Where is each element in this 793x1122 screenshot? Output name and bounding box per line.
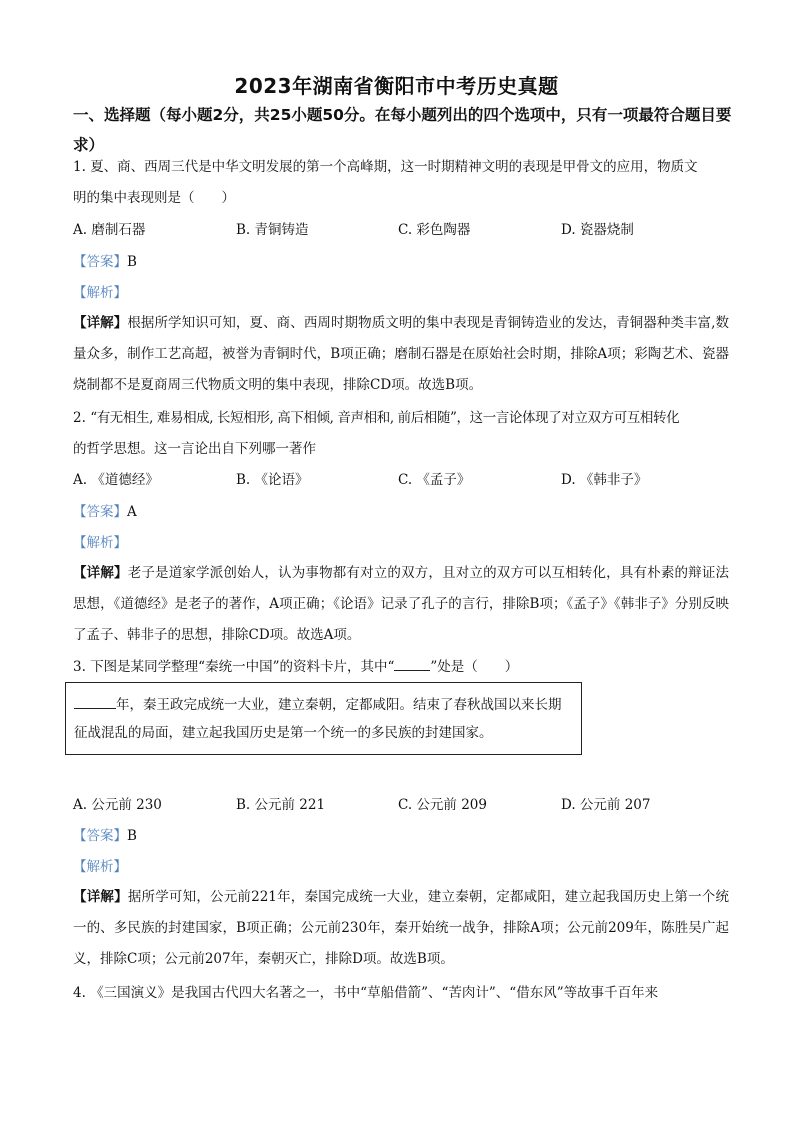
option-d: D. 公元前 207 — [561, 797, 651, 813]
section-heading: 一、选择题（每小题2分，共25小题50分。在每小题列出的四个选项中，只有一项最符合题目要求） — [73, 106, 732, 154]
document-title: 2023年湖南省衡阳市中考历史真题 — [234, 74, 559, 98]
question-1-answer — [73, 252, 733, 272]
option-b: B. 《论语》 — [236, 472, 309, 488]
option-c: C. 《孟子》 — [398, 472, 471, 488]
question-number: 1. — [73, 159, 86, 175]
question-4-stem-line1 — [73, 983, 733, 1003]
answer-label: 【答案】 — [73, 504, 127, 520]
analysis-label: 【解析】 — [73, 285, 127, 301]
option-a: A. 《道德经》 — [73, 472, 159, 488]
answer-value: B — [127, 828, 137, 844]
answer-value: A — [127, 504, 137, 520]
info-card — [65, 682, 582, 755]
card-text: 年，秦王政完成统一大业，建立秦朝，定都咸阳。结束了春秋战国以来长期 — [116, 697, 562, 713]
question-1-analysis — [73, 283, 733, 303]
option-b: B. 公元前 221 — [236, 797, 326, 813]
option-b: B. 青铜铸造 — [236, 222, 309, 238]
question-number: 3. — [73, 659, 86, 675]
detail-text: 老子是道家学派创始人，认为事物都有对立的双方，且对立的双方可以互相转化，具有朴素的辩证法思想，《道德经》是老子的著作，A项正确；《论语》记录了孔子的言行，排除B项；《孟子》《韩非子》分别反映了孟子、韩非子的思想，排除CD项。故选A项。 — [73, 565, 730, 643]
detail-text: 根据所学知识可知，夏、商、西周时期物质文明的集中表现是青铜铸造业的发达，青铜器种类丰富,数量众多，制作工艺高超，被誉为青铜时代，B项正确；磨制石器是在原始社会时期，排除A项；彩陶艺术、瓷器烧制都不是夏商周三代物质文明的集中表现，排除CD项。故选B项。 — [73, 315, 729, 393]
question-1-stem-line2: 明的集中表现则是（ ） — [73, 190, 235, 206]
question-text: “有无相生, 难易相成, 长短相形, 高下相倾, 音声相和, 前后相随”，这一言论体现了对立双方可互相转化 — [90, 410, 680, 426]
question-2-analysis — [73, 533, 733, 553]
card-blank — [74, 694, 116, 709]
question-text: 夏、商、西周三代是中华文明发展的第一个高峰期，这一时期精神文明的表现是甲骨文的应用，物质文 — [90, 159, 698, 175]
card-line-1 — [74, 691, 573, 719]
question-3-stem — [73, 657, 733, 677]
question-text-after-blank: ”处是（ ） — [430, 659, 519, 675]
detail-label: 【详解】 — [73, 315, 128, 331]
detail-text: 据所学可知，公元前221年，秦国完成统一大业，建立秦朝，定都咸阳，建立起我国历史上第一个统一的、多民族的封建国家，B项正确；公元前230年，秦开始统一战争，排除A项；公元前209年，陈胜吴广起义，排除C项；公元前207年，秦朝灭亡，排除D项。故选B项。 — [73, 889, 729, 967]
question-2-stem-line2: 的哲学思想。这一言论出自下列哪一著作 — [73, 441, 316, 457]
analysis-label: 【解析】 — [73, 859, 127, 875]
answer-blank — [394, 658, 430, 671]
card-line-2: 征战混乱的局面，建立起我国历史是第一个统一的多民族的封建国家。 — [74, 725, 493, 741]
analysis-label: 【解析】 — [73, 535, 127, 551]
question-3-detail — [73, 882, 729, 975]
question-number: 4. — [73, 985, 86, 1001]
option-a: A. 公元前 230 — [73, 797, 162, 813]
question-3-analysis — [73, 857, 733, 877]
question-text: 《三国演义》是我国古代四大名著之一，书中“草船借箭”、“苦肉计”、“借东风”等故事千百年来 — [90, 985, 659, 1001]
answer-label: 【答案】 — [73, 254, 127, 270]
question-text-before-blank: 下图是某同学整理“秦统一中国”的资料卡片，其中“ — [90, 659, 395, 675]
question-3-answer — [73, 826, 733, 846]
question-2-stem-line1 — [73, 408, 733, 428]
option-c: C. 公元前 209 — [398, 797, 487, 813]
option-d: D. 《韩非子》 — [561, 472, 648, 488]
answer-value: B — [127, 254, 137, 270]
question-2-answer — [73, 502, 733, 522]
option-d: D. 瓷器烧制 — [561, 222, 634, 238]
option-c: C. 彩色陶器 — [398, 222, 471, 238]
option-a: A. 磨制石器 — [73, 222, 146, 238]
detail-label: 【详解】 — [73, 889, 128, 905]
question-1-stem-line1 — [73, 157, 733, 177]
answer-label: 【答案】 — [73, 828, 127, 844]
question-2-detail — [73, 558, 729, 651]
detail-label: 【详解】 — [73, 565, 128, 581]
question-1-detail — [73, 308, 729, 401]
question-number: 2. — [73, 410, 86, 426]
